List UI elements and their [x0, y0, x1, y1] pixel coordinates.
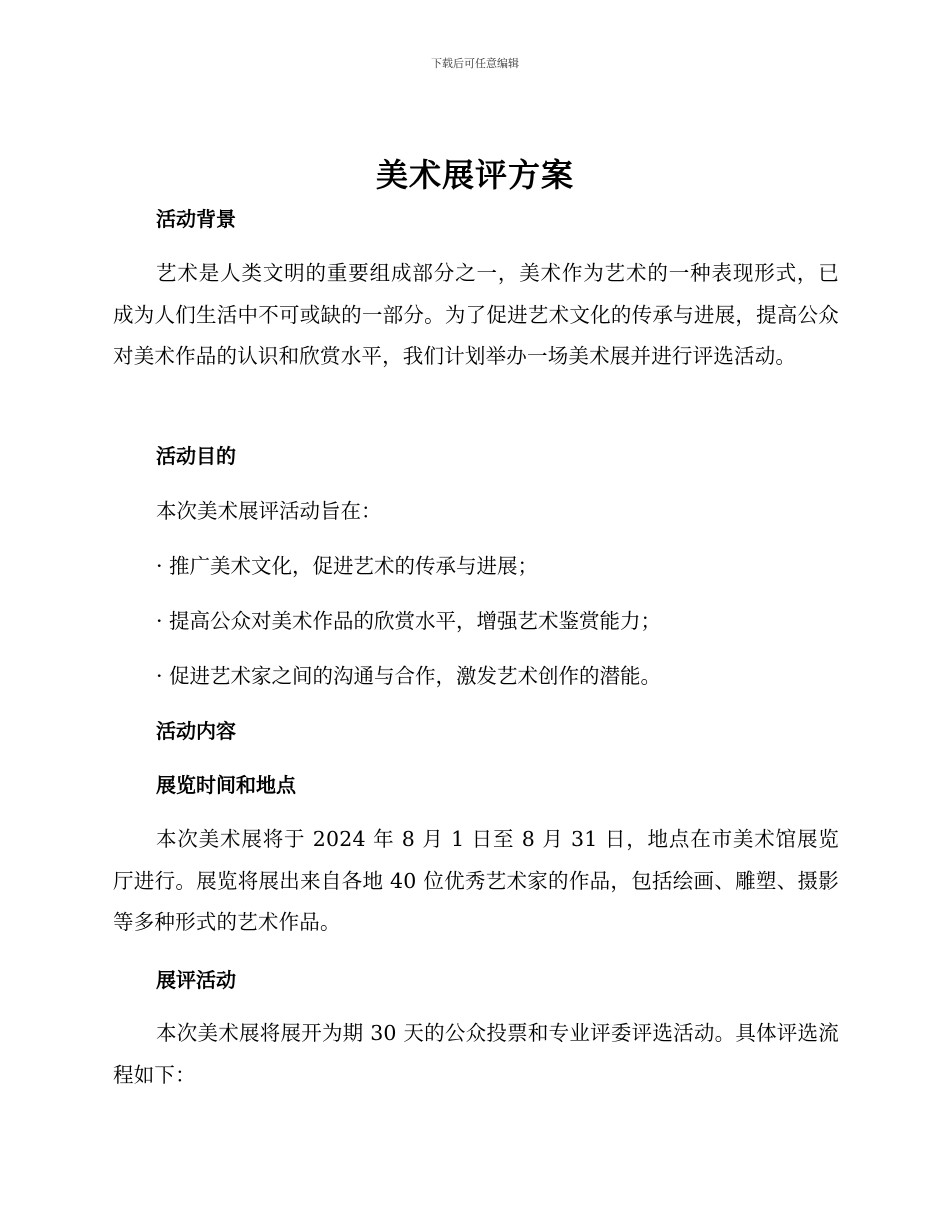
section-heading-background: 活动背景 — [156, 207, 236, 231]
section-heading-review: 展评活动 — [156, 968, 236, 992]
section-heading-content: 活动内容 — [156, 719, 236, 743]
purpose-item: · 推广美术文化，促进艺术的传承与进展； — [156, 554, 539, 578]
document-title: 美术展评方案 — [375, 156, 574, 194]
purpose-item: · 提高公众对美术作品的欣赏水平，增强艺术鉴赏能力； — [156, 609, 662, 633]
section-heading-time-place: 展览时间和地点 — [156, 773, 296, 797]
time-place-paragraph: 本次美术展将于 2024 年 8 月 1 日至 8 月 31 日，地点在市美术馆展览厅进行。展览将展出来自各地 40 位优秀艺术家的作品，包括绘画、雕塑、摄影等多种形式的艺术作品。 — [113, 827, 839, 934]
section-heading-purpose: 活动目的 — [156, 444, 236, 468]
review-paragraph: 本次美术展将展开为期 30 天的公众投票和专业评委评选活动。具体评选流程如下： — [113, 1021, 839, 1087]
background-paragraph: 艺术是人类文明的重要组成部分之一，美术作为艺术的一种表现形式，已成为人们生活中不可或缺的一部分。为了促进艺术文化的传承与进展，提高公众对美术作品的认识和欣赏水平，我们计划举办一场美术展并进行评选活动。 — [113, 261, 839, 368]
header-note: 下载后可任意编辑 — [431, 57, 519, 70]
purpose-item: · 促进艺术家之间的沟通与合作，激发艺术创作的潜能。 — [156, 664, 662, 688]
purpose-intro: 本次美术展评活动旨在： — [156, 499, 382, 523]
